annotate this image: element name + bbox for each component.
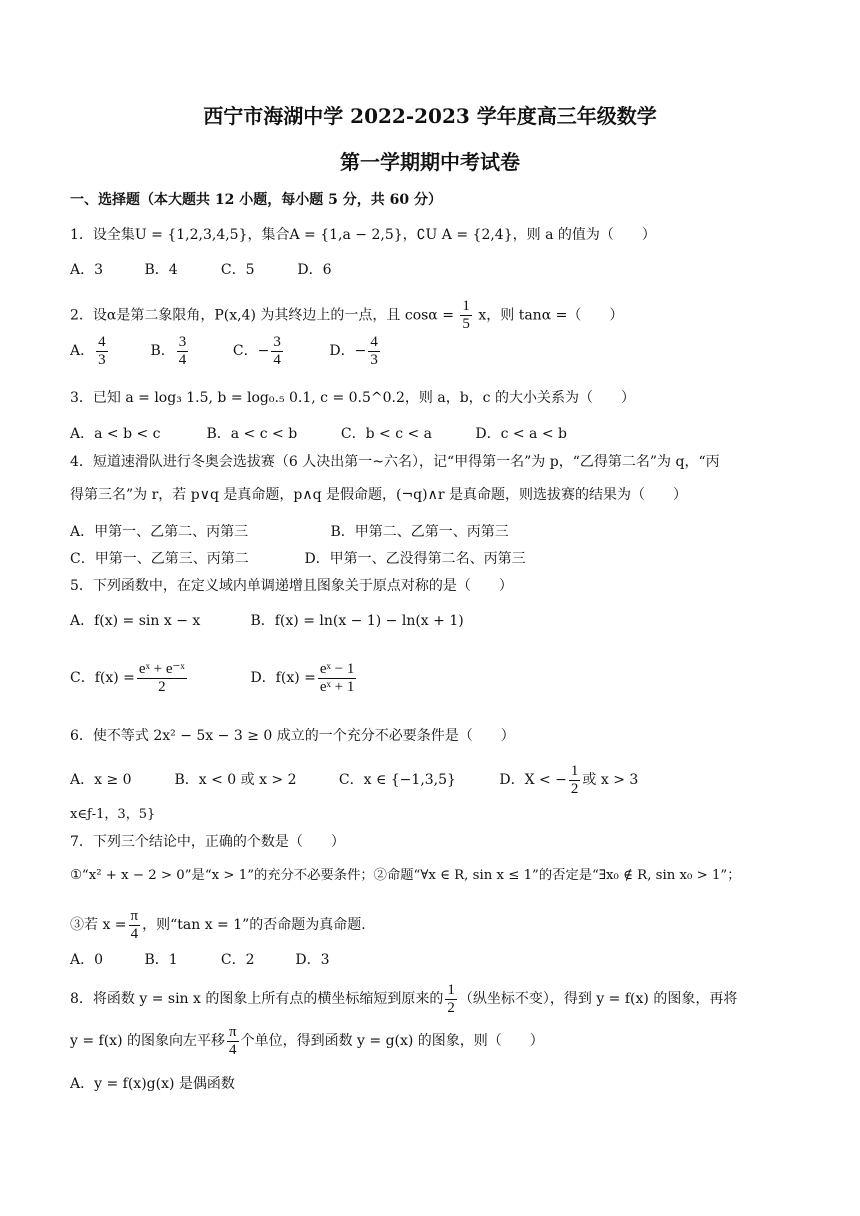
q2-option-b-label: B． bbox=[150, 343, 175, 359]
q8-line2-suffix: 个单位，得到函数 y = g(x) 的图象，则（ ） bbox=[240, 1033, 544, 1049]
q6-option-d-suffix: 或 x > 3 bbox=[582, 772, 639, 788]
q7-line2-suffix: ，则“tan x = 1”的否命题为真命题. bbox=[142, 917, 366, 933]
q5-d-den: eˣ + 1 bbox=[319, 678, 355, 695]
q5-option-a: A．f(x) = sin x − x bbox=[70, 613, 201, 629]
q8-line2-prefix: y = f(x) 的图象向左平移 bbox=[70, 1033, 225, 1049]
q8-option-a: A．y = f(x)g(x) 是偶函数 bbox=[70, 1076, 235, 1092]
q8-frac1-den: 2 bbox=[447, 999, 455, 1016]
q2-option-d-frac bbox=[368, 334, 380, 369]
q1-option-a: A．3 bbox=[70, 262, 104, 278]
q2-stem-prefix: 2．设α是第二象限角，P(x,4) 为其终边上的一点，且 cosα = bbox=[70, 307, 454, 324]
q3-stem: 3．已知 a = log₃ 1.5, b = log₀.₅ 0.1, c = 0.5^0.2，则 a，b，c 的大小关系为（ ） bbox=[70, 390, 635, 406]
q6-stem: 6．使不等式 2x² − 5x − 3 ≥ 0 成立的一个充分不必要条件是（ ） bbox=[70, 728, 515, 744]
q2-option-b-frac bbox=[177, 334, 189, 369]
section-heading: 一、选择题（本大题共 12 小题，每小题 5 分，共 60 分） bbox=[70, 192, 442, 208]
q4-line2: 得第三名”为 r，若 p∨q 是真命题，p∧q 是假命题，(¬q)∧r 是真命题，则选拔赛的结果为（ ） bbox=[70, 487, 687, 503]
q4-option-c: C．甲第一、乙第三、丙第二 bbox=[70, 551, 249, 567]
q8-line2 bbox=[70, 1022, 820, 1060]
q8-fraction-1 bbox=[445, 982, 457, 1017]
q7-frac-num: π bbox=[130, 907, 139, 924]
q2-option-d-label: D．− bbox=[329, 343, 367, 359]
q7-option-b: B．1 bbox=[144, 952, 178, 968]
q2-option-c-label: C．− bbox=[232, 343, 270, 359]
q4-option-b: B．甲第二、乙第一、丙第三 bbox=[330, 524, 509, 540]
q7-options bbox=[70, 950, 820, 970]
q8-line1-suffix: （纵坐标不变），得到 y = f(x) 的图象，再将 bbox=[458, 991, 738, 1007]
q6-option-c: C．x ∈ {−1,3,5} bbox=[338, 772, 456, 788]
q2-c-num: 3 bbox=[273, 333, 281, 350]
q6-stray-note: x∈ƒ-1，3，5} bbox=[70, 807, 156, 822]
q5-options-row2 bbox=[70, 656, 820, 700]
q4-option-d: D．甲第一、乙没得第二名、丙第三 bbox=[304, 551, 526, 567]
q5-d-num: eˣ − 1 bbox=[319, 660, 355, 677]
q1-option-b: B．4 bbox=[144, 262, 178, 278]
q2-d-num: 4 bbox=[370, 333, 378, 350]
q1-option-c: C．5 bbox=[220, 262, 255, 278]
q2-a-den: 3 bbox=[98, 351, 106, 368]
q2-option-a-frac bbox=[96, 334, 108, 369]
q1-stem: 1．设全集U = {1,2,3,4,5}，集合A = {1,a − 2,5}，∁U A = {2,4}，则 a 的值为（ ） bbox=[70, 227, 656, 243]
q6-d-den: 2 bbox=[570, 780, 579, 797]
q2-c-den: 4 bbox=[273, 351, 281, 368]
q1-option-d: D．6 bbox=[297, 262, 332, 278]
q7-statement-line1: ①“x² + x − 2 > 0”是“x > 1”的充分不必要条件；②命题“∀x ∈ R, sin x ≤ 1”的否定是“∃x₀ ∉ R, sin x₀ > 1”； bbox=[70, 868, 741, 883]
q2-d-den: 3 bbox=[370, 351, 378, 368]
q7-fraction bbox=[129, 908, 141, 943]
q5-option-c bbox=[70, 656, 246, 700]
exam-title-line1: 西宁市海湖中学 2022-2023 学年度高三年级数学 bbox=[203, 104, 657, 128]
q2-b-den: 4 bbox=[178, 351, 187, 368]
q5-option-d bbox=[250, 656, 358, 700]
q6-options bbox=[70, 762, 820, 798]
q4-line1: 4．短道速滑队进行冬奥会选拔赛（6 人决出第一~六名），记“甲得第一名”为 p，“乙得第二名”为 q，“丙 bbox=[70, 454, 720, 470]
q2-stem bbox=[70, 298, 820, 333]
q6-option-a: A．x ≥ 0 bbox=[70, 772, 132, 788]
q2-option-a bbox=[70, 332, 146, 370]
q7-stem: 7．下列三个结论中，正确的个数是（ ） bbox=[70, 834, 345, 850]
q7-option-a: A．0 bbox=[70, 952, 104, 968]
q2-option-a-label: A． bbox=[70, 343, 95, 359]
q3-option-a: A．a < b < c bbox=[70, 426, 161, 442]
q3-option-c: C．b < c < a bbox=[340, 426, 433, 442]
q6-option-d bbox=[499, 762, 638, 798]
q3-options bbox=[70, 424, 820, 444]
q2-a-num: 4 bbox=[98, 333, 106, 350]
q2-options bbox=[70, 332, 820, 370]
q4-options-row1 bbox=[70, 522, 820, 542]
q2-option-d bbox=[329, 332, 381, 370]
q5-option-d-frac bbox=[318, 661, 356, 696]
q5-c-num: eˣ + e⁻ˣ bbox=[138, 660, 185, 677]
q3-option-b: B．a < c < b bbox=[206, 426, 298, 442]
q7-option-d: D．3 bbox=[295, 952, 330, 968]
q8-frac2-num: π bbox=[229, 1023, 237, 1040]
q8-fraction-2 bbox=[227, 1024, 239, 1059]
q4-option-a: A．甲第一、乙第二、丙第三 bbox=[70, 524, 249, 540]
q5-c-den: 2 bbox=[158, 678, 166, 695]
q6-option-d-frac bbox=[569, 763, 581, 798]
q4-options-row2 bbox=[70, 549, 820, 569]
q7-statement-line2 bbox=[70, 906, 820, 944]
q6-option-b: B．x < 0 或 x > 2 bbox=[174, 772, 297, 788]
q2-frac-num: 1 bbox=[462, 298, 470, 314]
exam-title-line2: 第一学期期中考试卷 bbox=[340, 150, 520, 174]
q8-frac2-den: 4 bbox=[229, 1041, 237, 1058]
q8-line1 bbox=[70, 980, 820, 1018]
q2-b-num: 3 bbox=[178, 333, 187, 350]
q5-stem: 5．下列函数中，在定义域内单调递增且图象关于原点对称的是（ ） bbox=[70, 578, 513, 594]
q5-options-row1 bbox=[70, 611, 820, 631]
q3-option-d: D．c < a < b bbox=[475, 426, 567, 442]
q5-option-c-frac bbox=[137, 661, 187, 696]
q7-line2-prefix: ③若 x = bbox=[70, 917, 127, 933]
q8-frac1-num: 1 bbox=[447, 981, 455, 998]
q6-option-d-prefix: D．X < − bbox=[499, 772, 567, 788]
q2-fraction bbox=[460, 298, 472, 333]
q2-option-b bbox=[150, 332, 228, 370]
q7-option-c: C．2 bbox=[220, 952, 255, 968]
q2-frac-den: 5 bbox=[462, 316, 470, 332]
q2-option-c-frac bbox=[271, 334, 283, 369]
q5-option-d-label: D．f(x) = bbox=[250, 670, 316, 686]
q2-stem-suffix: x，则 tanα =（ ） bbox=[478, 307, 624, 324]
q6-d-num: 1 bbox=[570, 762, 579, 779]
q7-frac-den: 4 bbox=[130, 925, 139, 942]
q1-options bbox=[70, 260, 820, 280]
q5-option-b: B．f(x) = ln(x − 1) − ln(x + 1) bbox=[250, 613, 464, 629]
q2-option-c bbox=[233, 332, 325, 370]
q8-line1-prefix: 8．将函数 y = sin x 的图象上所有点的横坐标缩短到原来的 bbox=[70, 991, 444, 1007]
q5-option-c-label: C．f(x) = bbox=[70, 670, 135, 686]
